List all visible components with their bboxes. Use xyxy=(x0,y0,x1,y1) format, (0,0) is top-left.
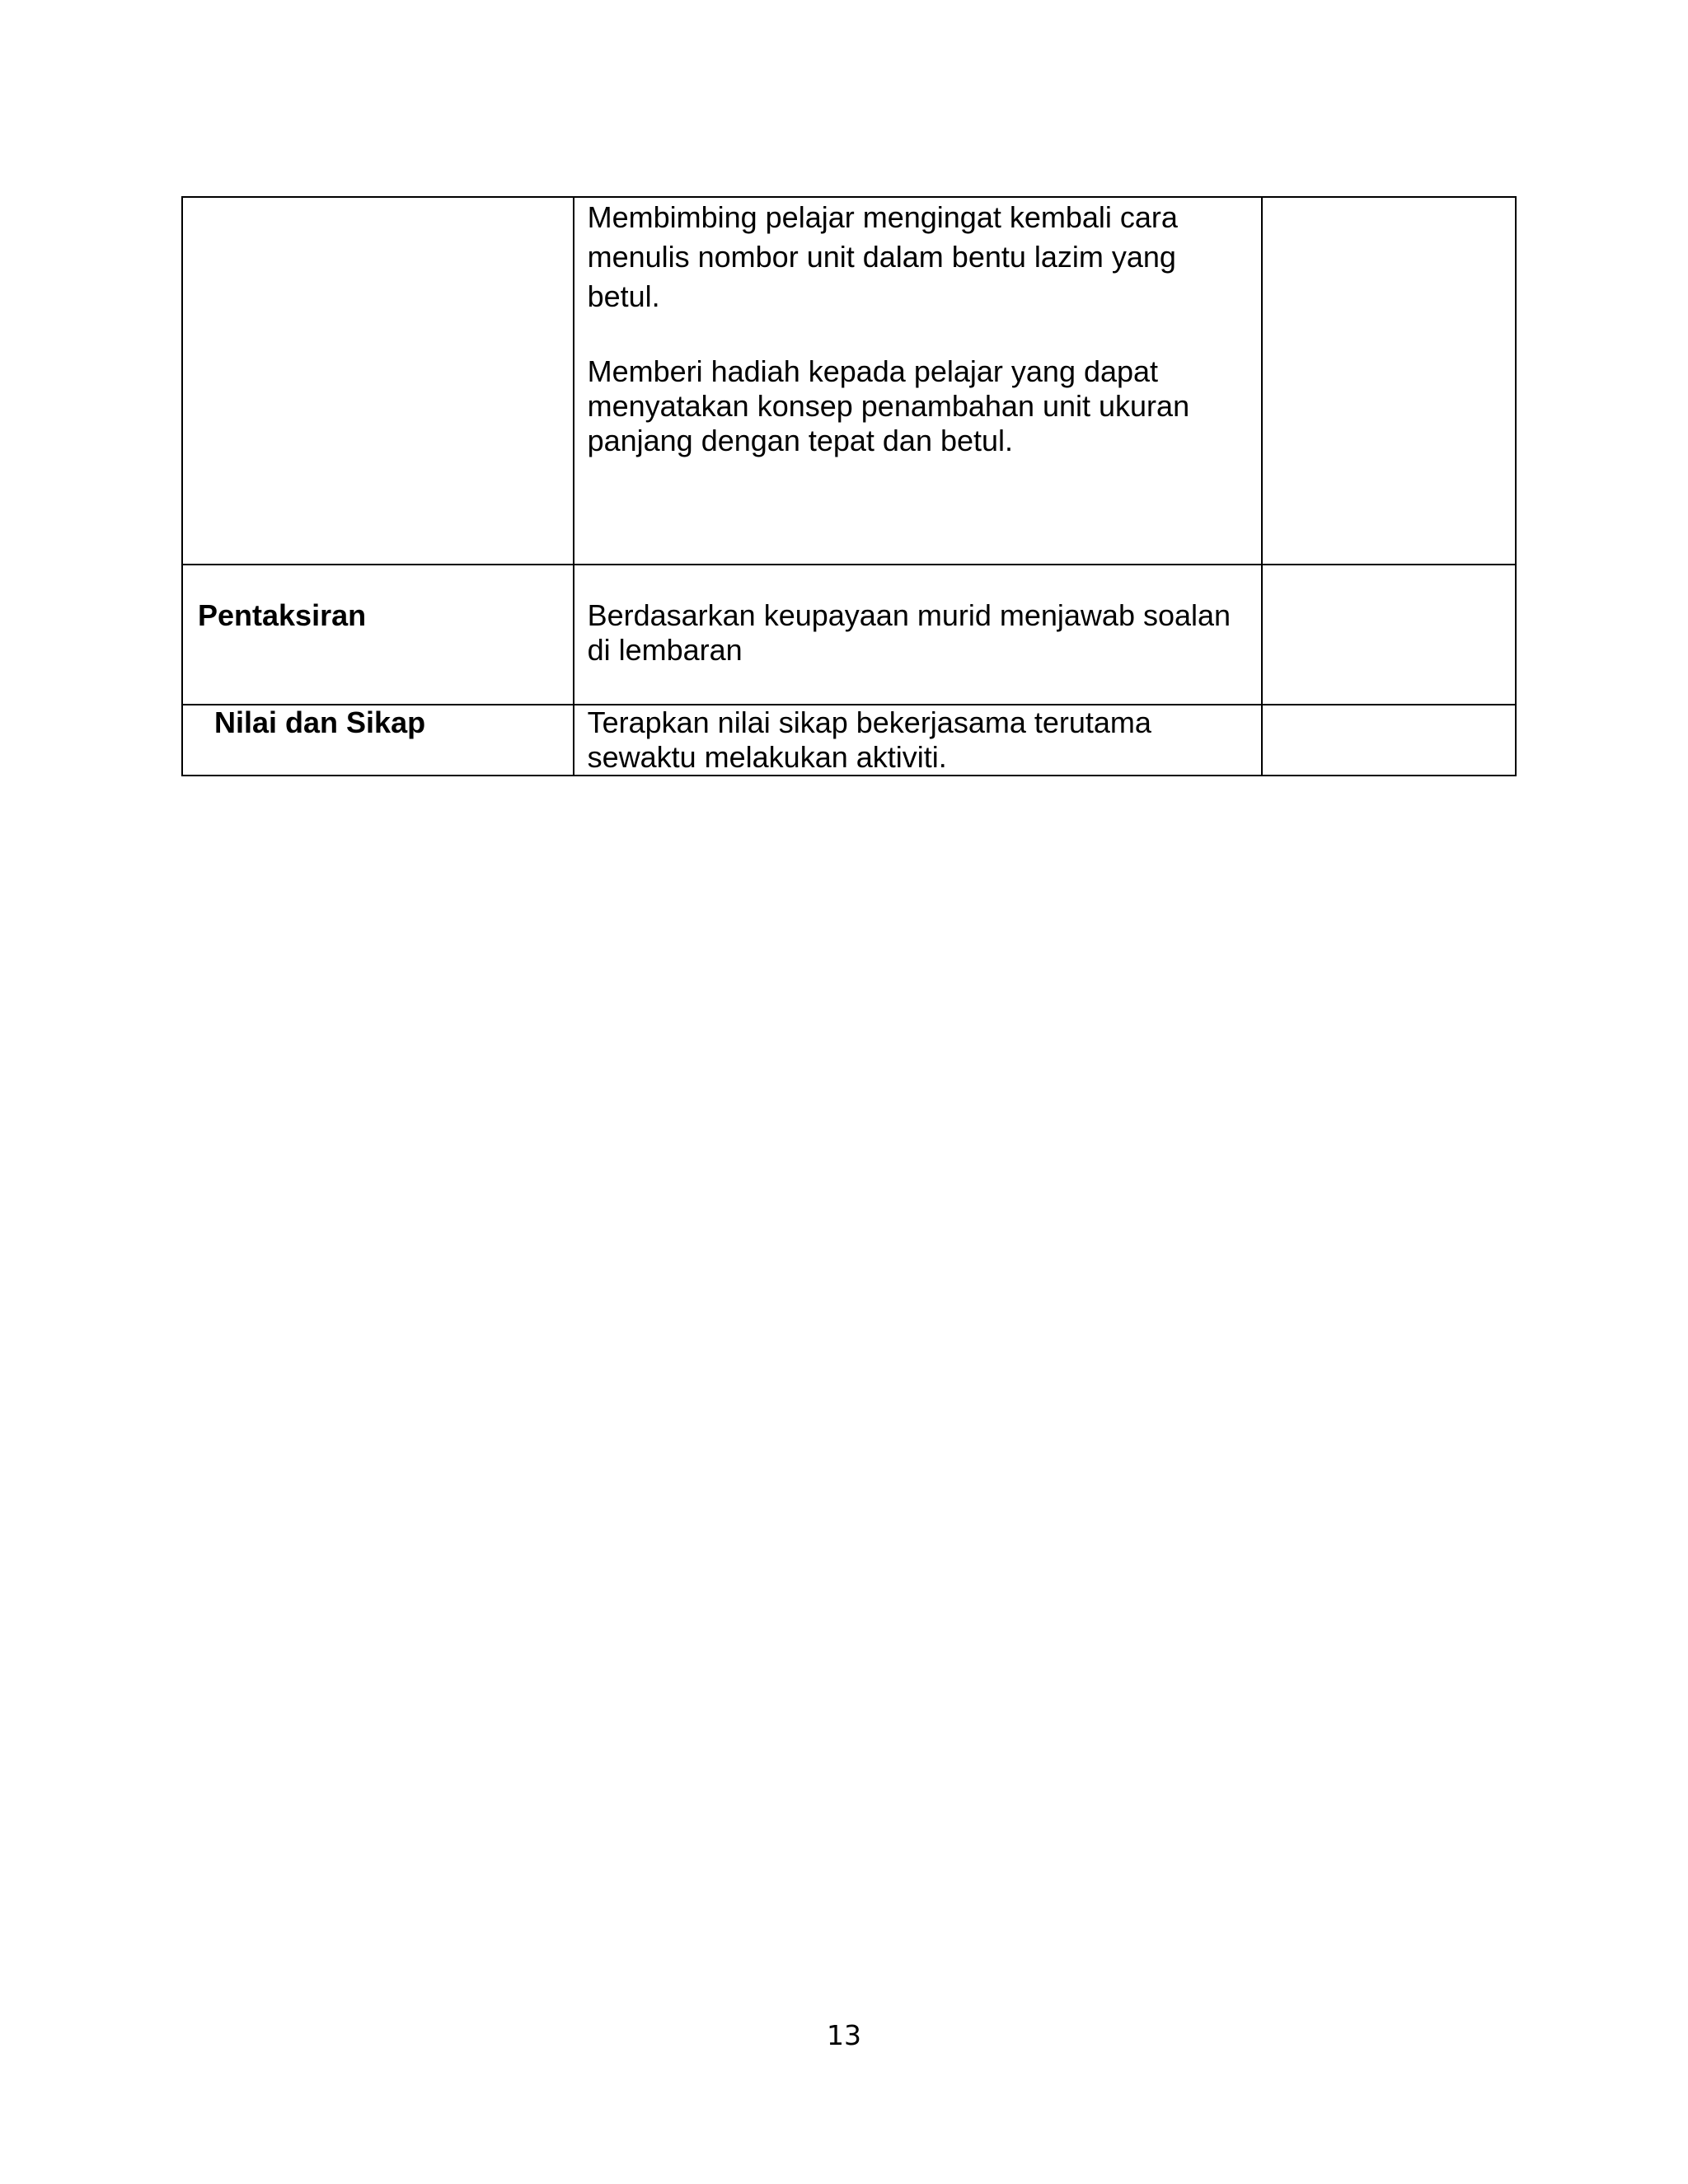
label-cell xyxy=(182,565,574,705)
table-row xyxy=(182,705,1516,776)
notes-cell xyxy=(1262,565,1516,705)
assessment-content: Berdasarkan keupayaan murid menjawab soalan di lembaran xyxy=(587,598,1231,667)
content-cell xyxy=(574,705,1262,776)
assessment-label: Pentaksiran xyxy=(198,598,367,632)
notes-cell xyxy=(1262,197,1516,565)
page-number: 13 xyxy=(827,2019,861,2051)
label-cell xyxy=(182,197,574,565)
label-cell xyxy=(182,705,574,776)
values-content: Terapkan nilai sikap bekerjasama terutama sewaktu melakukan aktiviti. xyxy=(587,705,1151,774)
notes-cell xyxy=(1262,705,1516,776)
content-cell xyxy=(574,197,1262,565)
reward-paragraph: Memberi hadiah kepada pelajar yang dapat menyatakan konsep penambahan unit ukuran panjang dengan tepat dan betul. xyxy=(587,354,1190,457)
table-row xyxy=(182,197,1516,565)
content-cell xyxy=(574,565,1262,705)
table-row xyxy=(182,565,1516,705)
lesson-plan-table xyxy=(181,196,1517,776)
values-label: Nilai dan Sikap xyxy=(214,705,426,739)
guidance-paragraph: Membimbing pelajar mengingat kembali cara menulis nombor unit dalam bentu lazim yang betul. xyxy=(587,200,1178,313)
